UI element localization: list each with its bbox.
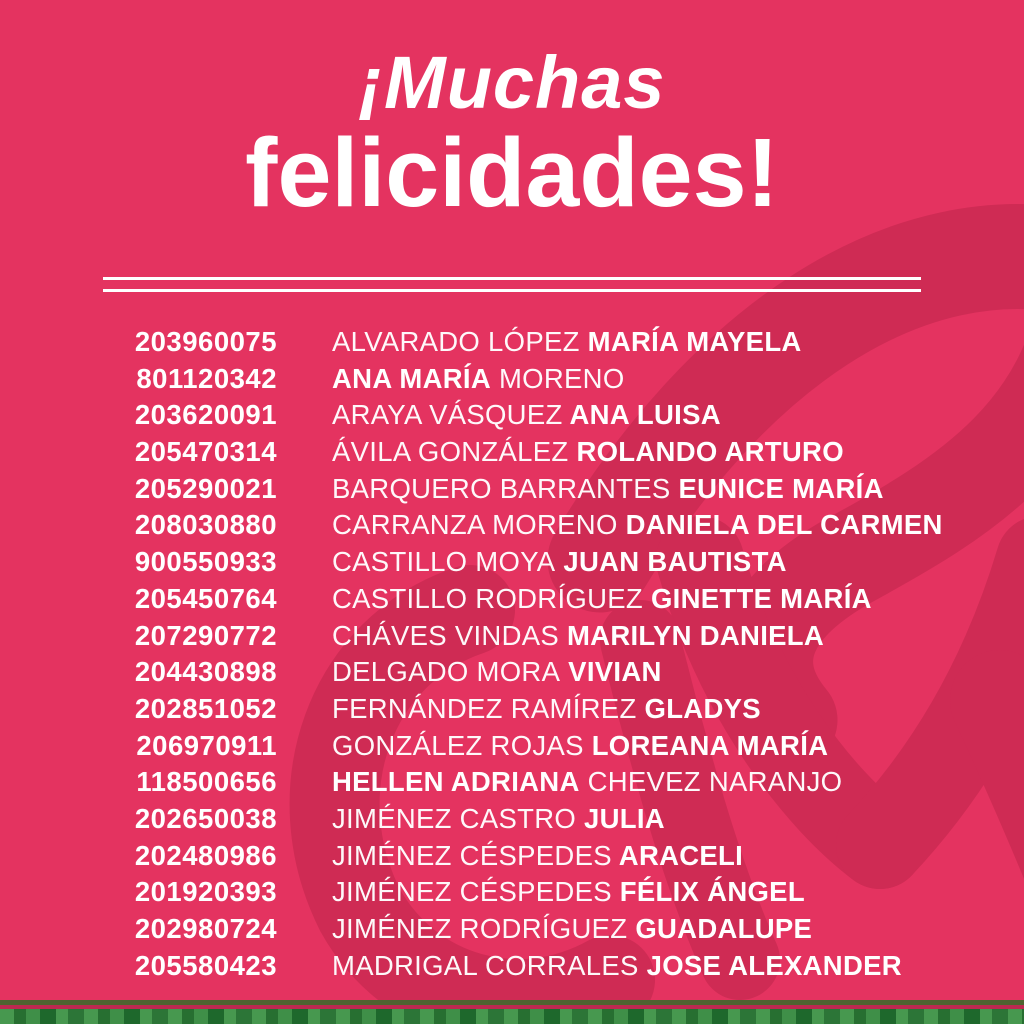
person-id: 202480986 xyxy=(134,839,277,871)
name-part-bold: HELLEN ADRIANA xyxy=(332,766,580,798)
double-rule-divider xyxy=(103,277,921,292)
name-part-regular: CASTILLO RODRÍGUEZ xyxy=(332,582,644,614)
person-name xyxy=(332,840,743,872)
name-part-bold: ARACELI xyxy=(611,839,744,871)
name-part-bold: MARÍA MAYELA xyxy=(579,326,802,357)
list-item xyxy=(72,399,952,436)
list-item xyxy=(72,950,952,987)
name-part-regular: CARRANZA MORENO xyxy=(332,509,618,541)
person-name xyxy=(332,399,721,431)
person-name xyxy=(332,436,844,468)
list-item xyxy=(72,730,952,767)
list-item xyxy=(72,326,952,363)
list-item xyxy=(72,876,952,913)
winners-list xyxy=(72,326,952,986)
person-id: 203960075 xyxy=(134,326,277,357)
person-id: 118500656 xyxy=(136,766,277,798)
person-name xyxy=(332,326,802,358)
person-name xyxy=(332,803,665,835)
title-line-felicidades: felicidades! xyxy=(245,118,779,227)
name-part-bold: LOREANA MARÍA xyxy=(583,729,829,761)
name-part-bold: GINETTE MARÍA xyxy=(643,582,872,614)
page-title xyxy=(245,41,779,227)
person-id: 202980724 xyxy=(134,913,277,944)
name-part-bold: ANA MARÍA xyxy=(332,362,492,394)
list-item xyxy=(72,840,952,877)
name-part-bold: FÉLIX ÁNGEL xyxy=(611,876,805,908)
name-part-regular: CASTILLO MOYA xyxy=(332,546,556,578)
list-item xyxy=(72,620,952,657)
person-id: 205580423 xyxy=(134,949,277,981)
person-name xyxy=(332,363,625,395)
name-part-regular: FERNÁNDEZ RAMÍREZ xyxy=(332,692,637,724)
person-name xyxy=(332,730,828,762)
name-part-bold: ROLANDO ARTURO xyxy=(568,436,844,468)
person-id: 202650038 xyxy=(134,802,277,834)
list-item xyxy=(72,509,952,546)
list-item xyxy=(72,913,952,950)
list-item xyxy=(72,363,952,400)
person-id: 205450764 xyxy=(134,582,277,614)
name-part-regular: BARQUERO BARRANTES xyxy=(332,472,671,504)
person-name xyxy=(332,766,842,798)
name-part-regular: JIMÉNEZ CÉSPEDES xyxy=(332,839,612,871)
person-id: 205470314 xyxy=(134,436,277,468)
name-part-regular: MORENO xyxy=(491,362,625,394)
list-item xyxy=(72,693,952,730)
name-part-regular: DELGADO MORA xyxy=(332,656,561,688)
name-part-regular: ÁVILA GONZÁLEZ xyxy=(332,436,569,468)
name-part-bold: GUADALUPE xyxy=(627,913,813,944)
person-name xyxy=(332,546,787,578)
person-id: 201920393 xyxy=(134,876,277,908)
name-part-regular: MADRIGAL CORRALES xyxy=(332,949,639,981)
name-part-regular: ARAYA VÁSQUEZ xyxy=(332,399,563,431)
list-item xyxy=(72,583,952,620)
list-item xyxy=(72,656,952,693)
person-id: 207290772 xyxy=(134,619,277,651)
person-id: 203620091 xyxy=(134,399,277,431)
name-part-regular: CHÁVES VINDAS xyxy=(332,619,560,651)
person-id: 900550933 xyxy=(134,546,277,578)
title-line-muchas: ¡Muchas xyxy=(358,41,666,124)
person-name xyxy=(332,473,884,505)
name-part-bold: GLADYS xyxy=(636,692,761,724)
name-part-regular: GONZÁLEZ ROJAS xyxy=(332,729,584,761)
person-name xyxy=(332,509,943,541)
list-item xyxy=(72,546,952,583)
name-part-bold: EUNICE MARÍA xyxy=(670,472,884,504)
person-name xyxy=(332,656,662,688)
person-id: 205290021 xyxy=(134,472,277,504)
name-part-regular: JIMÉNEZ RODRÍGUEZ xyxy=(332,913,628,944)
person-name xyxy=(332,950,902,982)
name-part-regular: ALVARADO LÓPEZ xyxy=(332,326,580,357)
footer-band xyxy=(0,1000,1024,1024)
name-part-regular: CHEVEZ NARANJO xyxy=(579,766,843,798)
person-id: 208030880 xyxy=(134,509,277,541)
name-part-bold: MARILYN DANIELA xyxy=(559,619,825,651)
person-id: 801120342 xyxy=(136,362,277,394)
list-item xyxy=(72,766,952,803)
name-part-bold: VIVIAN xyxy=(560,656,662,688)
name-part-bold: ANA LUISA xyxy=(562,399,721,431)
person-id: 202851052 xyxy=(134,692,277,724)
name-part-bold: JULIA xyxy=(576,802,665,834)
person-name xyxy=(332,693,761,725)
list-item xyxy=(72,473,952,510)
person-name xyxy=(332,620,824,652)
person-name xyxy=(332,876,805,908)
person-id: 204430898 xyxy=(134,656,277,688)
person-name xyxy=(332,583,872,615)
person-id: 206970911 xyxy=(136,729,277,761)
list-item xyxy=(72,803,952,840)
name-part-regular: JIMÉNEZ CÉSPEDES xyxy=(332,876,612,908)
list-item xyxy=(72,436,952,473)
name-part-bold: JUAN BAUTISTA xyxy=(555,546,787,578)
person-name xyxy=(332,913,812,945)
footer-green-stripes xyxy=(0,1009,1024,1024)
name-part-bold: DANIELA DEL CARMEN xyxy=(617,509,943,541)
name-part-regular: JIMÉNEZ CASTRO xyxy=(332,802,577,834)
name-part-bold: JOSE ALEXANDER xyxy=(638,949,902,981)
